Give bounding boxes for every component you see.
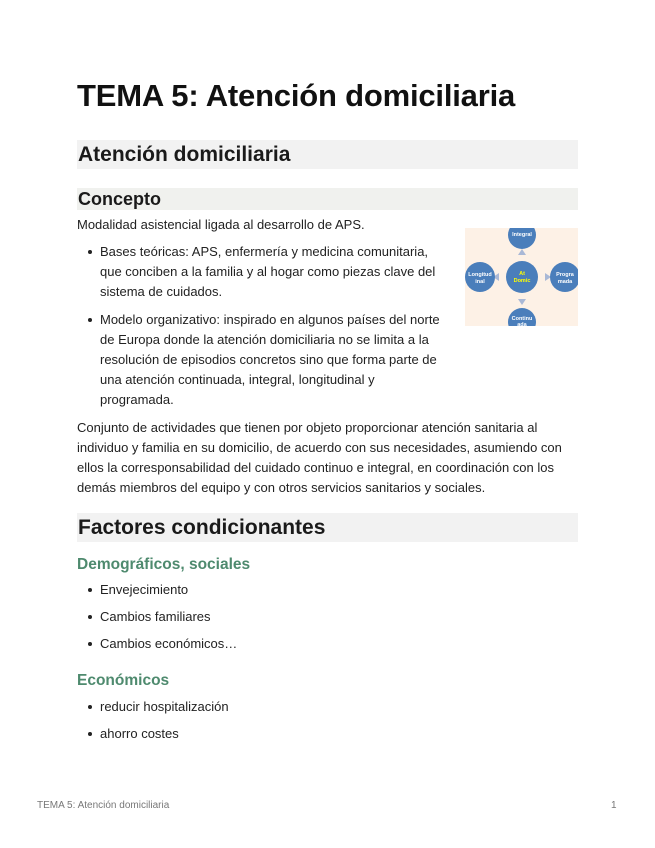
- right-label-1: Progra: [556, 272, 574, 278]
- list-item: Cambios familiares: [77, 607, 477, 627]
- page-title: TEMA 5: Atención domiciliaria: [77, 78, 516, 113]
- section-heading: Atención domiciliaria: [77, 140, 578, 169]
- list-item: reducir hospitalización: [77, 697, 477, 717]
- center-node: [506, 261, 538, 293]
- list-item: Cambios económicos…: [77, 634, 477, 654]
- bottom-label-1: Continu: [511, 316, 533, 322]
- economicos-heading: Económicos: [77, 672, 170, 689]
- top-label: Integral: [512, 232, 532, 238]
- list-item: Bases teóricas: APS, enfermería y medicina comunitaria, que conciben a la familia y al hogar como piezas clave del sistema de cuidados.: [77, 242, 442, 302]
- bottom-label-2: ada: [517, 322, 527, 326]
- care-model-diagram: [465, 228, 578, 326]
- concepto-bullet-list: [77, 242, 442, 410]
- list-item: Modelo organizativo: inspirado en algunos países del norte de Europa donde la atención domiciliaria no se limita a la resolución de episodios concretos sino que forma parte de una atención continuada, integral, longitudinal y programada.: [77, 310, 442, 410]
- list-item: ahorro costes: [77, 724, 477, 744]
- concepto-intro: Modalidad asistencial ligada al desarrollo de APS.: [77, 217, 365, 232]
- page-number: 1: [611, 800, 617, 811]
- left-label-1: Longitud: [468, 272, 492, 278]
- list-item: Envejecimiento: [77, 580, 477, 600]
- center-label-1: At: [519, 271, 525, 277]
- demograficos-list: [77, 580, 477, 654]
- concepto-paragraph: Conjunto de actividades que tienen por objeto proporcionar atención sanitaria al individuo y familia en su domicilio, de acuerdo con sus necesidades, asumiendo con ellos la corresponsabilidad del cuidado continuo e integral, en coordinación con los demás miembros del equipo y con otros servicios sanitarios y sociales.: [77, 420, 562, 495]
- demograficos-heading: Demográficos, sociales: [77, 556, 251, 573]
- footer-title: TEMA 5: Atención domiciliaria: [37, 800, 170, 811]
- right-label-2: mada: [557, 279, 573, 285]
- center-label-2: Domic: [513, 278, 531, 284]
- concepto-heading: Concepto: [77, 188, 578, 210]
- economicos-list: [77, 697, 477, 744]
- diagram-graphic: [465, 228, 578, 326]
- left-label-2: inal: [475, 279, 485, 285]
- factores-heading: Factores condicionantes: [77, 513, 578, 542]
